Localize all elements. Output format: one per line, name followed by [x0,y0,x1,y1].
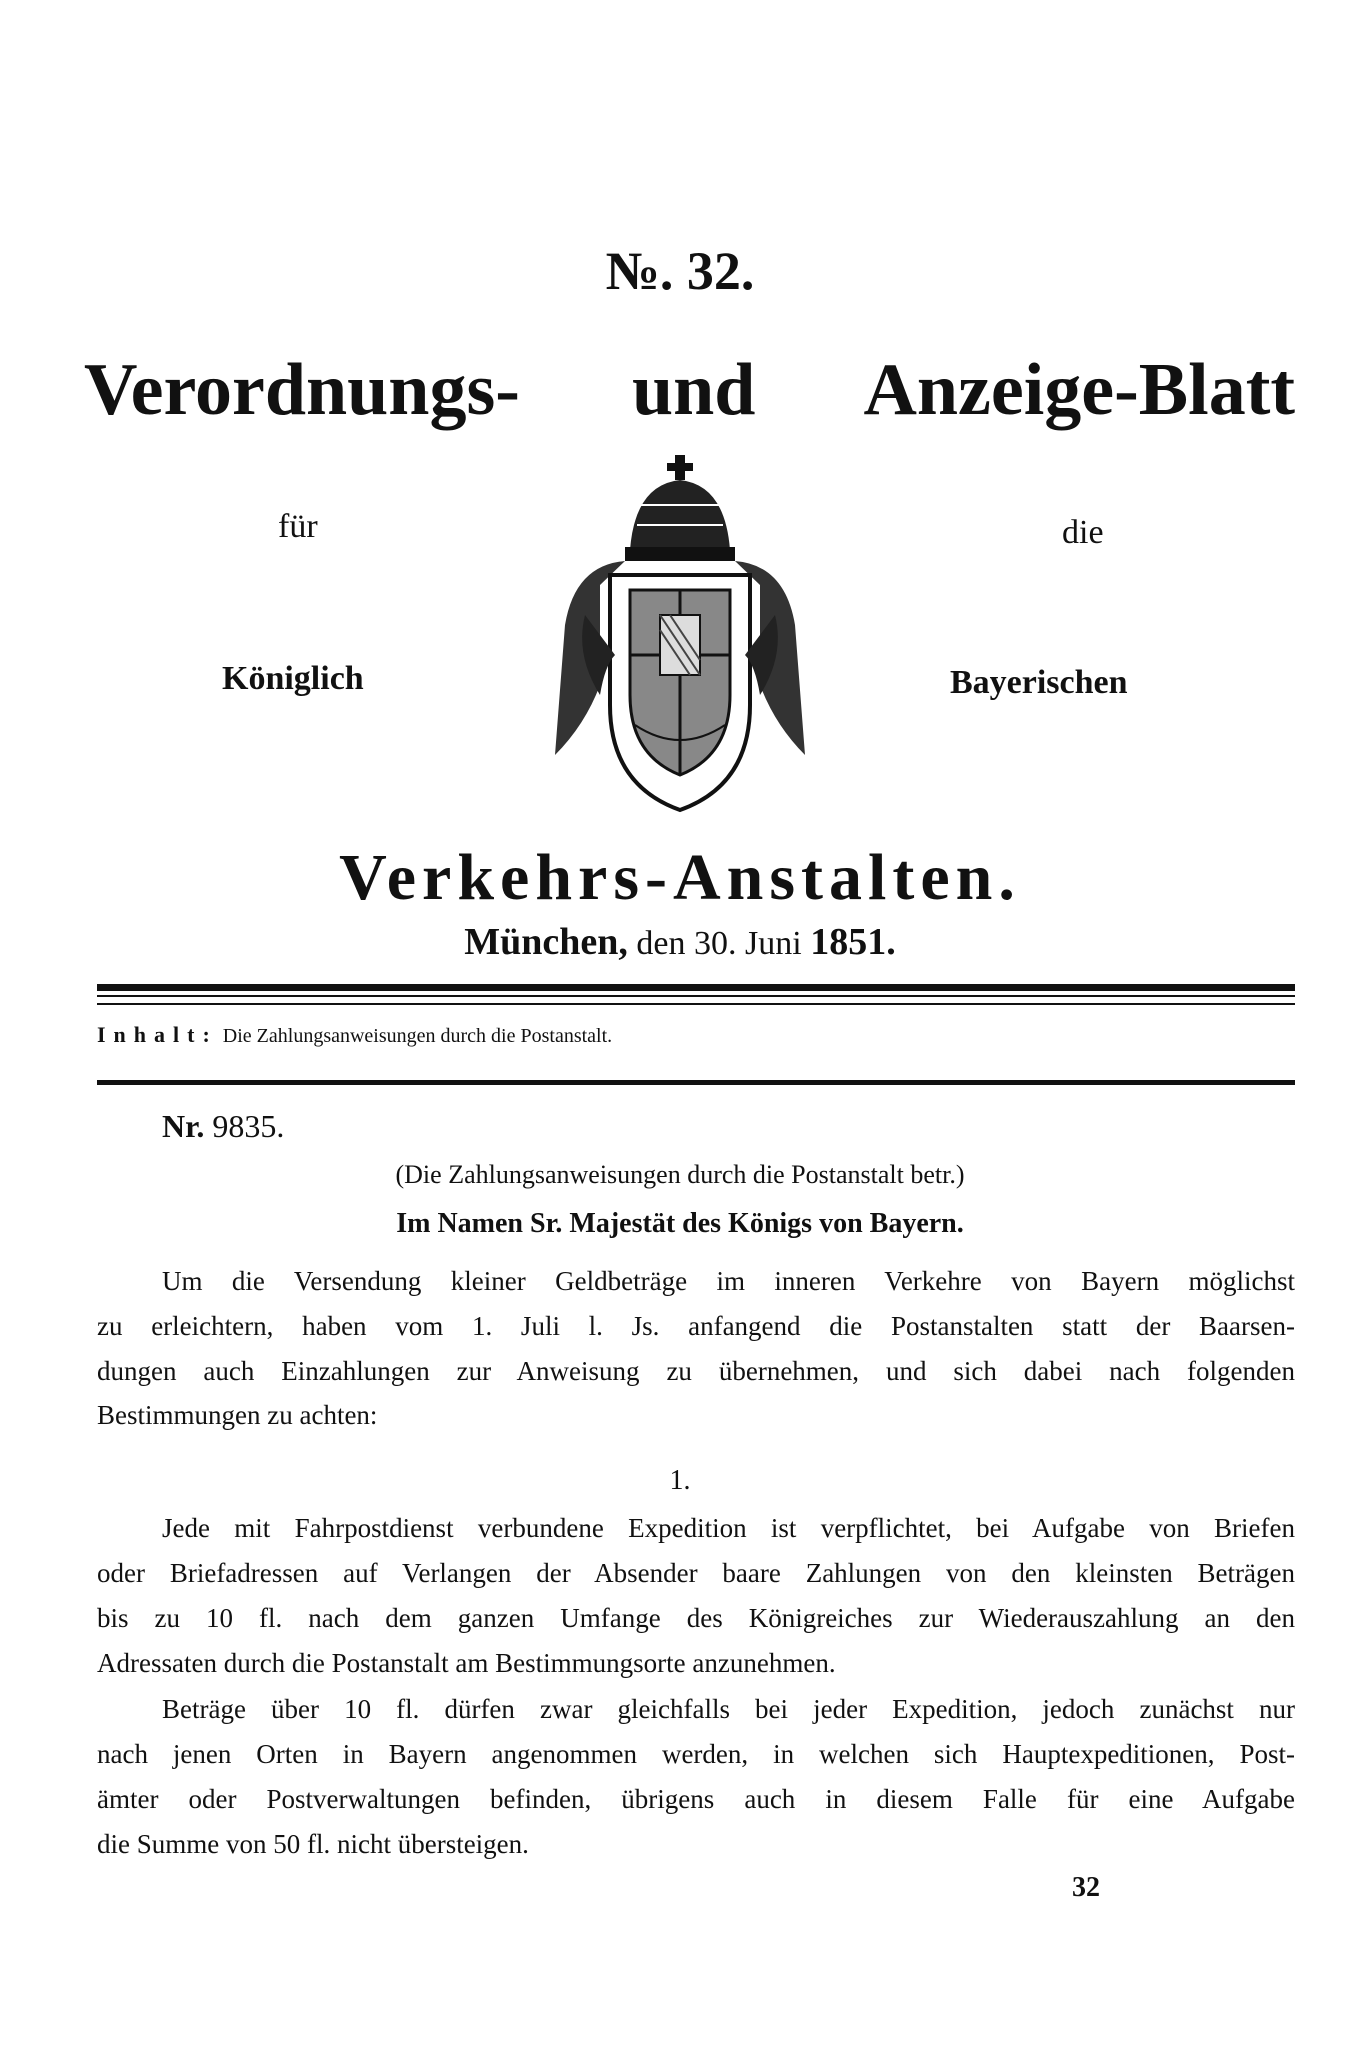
date-year: 1851. [810,921,896,963]
masthead-title: Verordnungs- und Anzeige-Blatt [84,349,1295,431]
section-number: 1. [669,1465,691,1496]
text-line: ämter oder Postverwaltungen befinden, übrigens auch in diesem Falle für eine Aufgabe [97,1784,1295,1814]
article-number-value: 9835. [212,1108,285,1144]
contents-line [97,1022,612,1048]
bavarian-coat-of-arms-icon [545,455,815,825]
text-line: bis zu 10 fl. nach dem ganzen Umfange des Königreiches zur Wiederauszahlung an den [97,1603,1295,1633]
text-line: zu erleichtern, haben vom 1. Juli l. Js. anfangend die Postanstalten statt der Baarsen- [97,1311,1295,1341]
divider [97,995,1295,997]
divider [97,1003,1295,1005]
text-line: die Summe von 50 fl. nicht übersteigen. [97,1829,529,1859]
masthead-koniglich: Königlich [222,660,364,697]
text-line: Beträge über 10 fl. dürfen zwar gleichfalls bei jeder Expedition, jedoch zunächst nur [162,1694,1295,1724]
text-line: Adressaten durch die Postanstalt am Bestimmungsorte anzunehmen. [97,1648,836,1678]
text-line: dungen auch Einzahlungen zur Anweisung zu übernehmen, und sich dabei nach folgenden [97,1356,1295,1386]
issue-number: №. 32. [605,241,755,301]
date-day: den 30. Juni [636,925,802,962]
divider [97,984,1295,991]
masthead-die: die [1062,514,1104,551]
article-number-label: Nr. [162,1108,205,1144]
text-line: nach jenen Orten in Bayern angenommen werden, in welchen sich Hauptexpeditionen, Post- [97,1739,1295,1769]
article-number [162,1108,284,1145]
text-line: oder Briefadressen auf Verlangen der Absender baare Zahlungen von den kleinsten Beträgen [97,1558,1295,1588]
masthead-bayerischen: Bayerischen [950,664,1128,701]
page-number: 32 [1072,1872,1100,1903]
contents-text: Die Zahlungsanweisungen durch die Postanstalt. [222,1025,613,1047]
issue-date [0,920,1360,964]
article-preamble: Im Namen Sr. Majestät des Königs von Bayern. [396,1208,964,1239]
text-line: Um die Versendung kleiner Geldbeträge im inneren Verkehre von Bayern möglichst [162,1266,1295,1296]
masthead-fur: für [278,508,318,545]
article-subject: (Die Zahlungsanweisungen durch die Postanstalt betr.) [395,1160,965,1189]
text-line: Jede mit Fahrpostdienst verbundene Expedition ist verpflichtet, bei Aufgabe von Briefen [162,1513,1295,1543]
divider [97,1080,1295,1085]
contents-label: Inhalt: [97,1022,218,1047]
masthead-subtitle: Verkehrs-Anstalten. [339,841,1021,914]
text-line: Bestimmungen zu achten: [97,1400,378,1430]
date-place: München, [464,921,628,963]
